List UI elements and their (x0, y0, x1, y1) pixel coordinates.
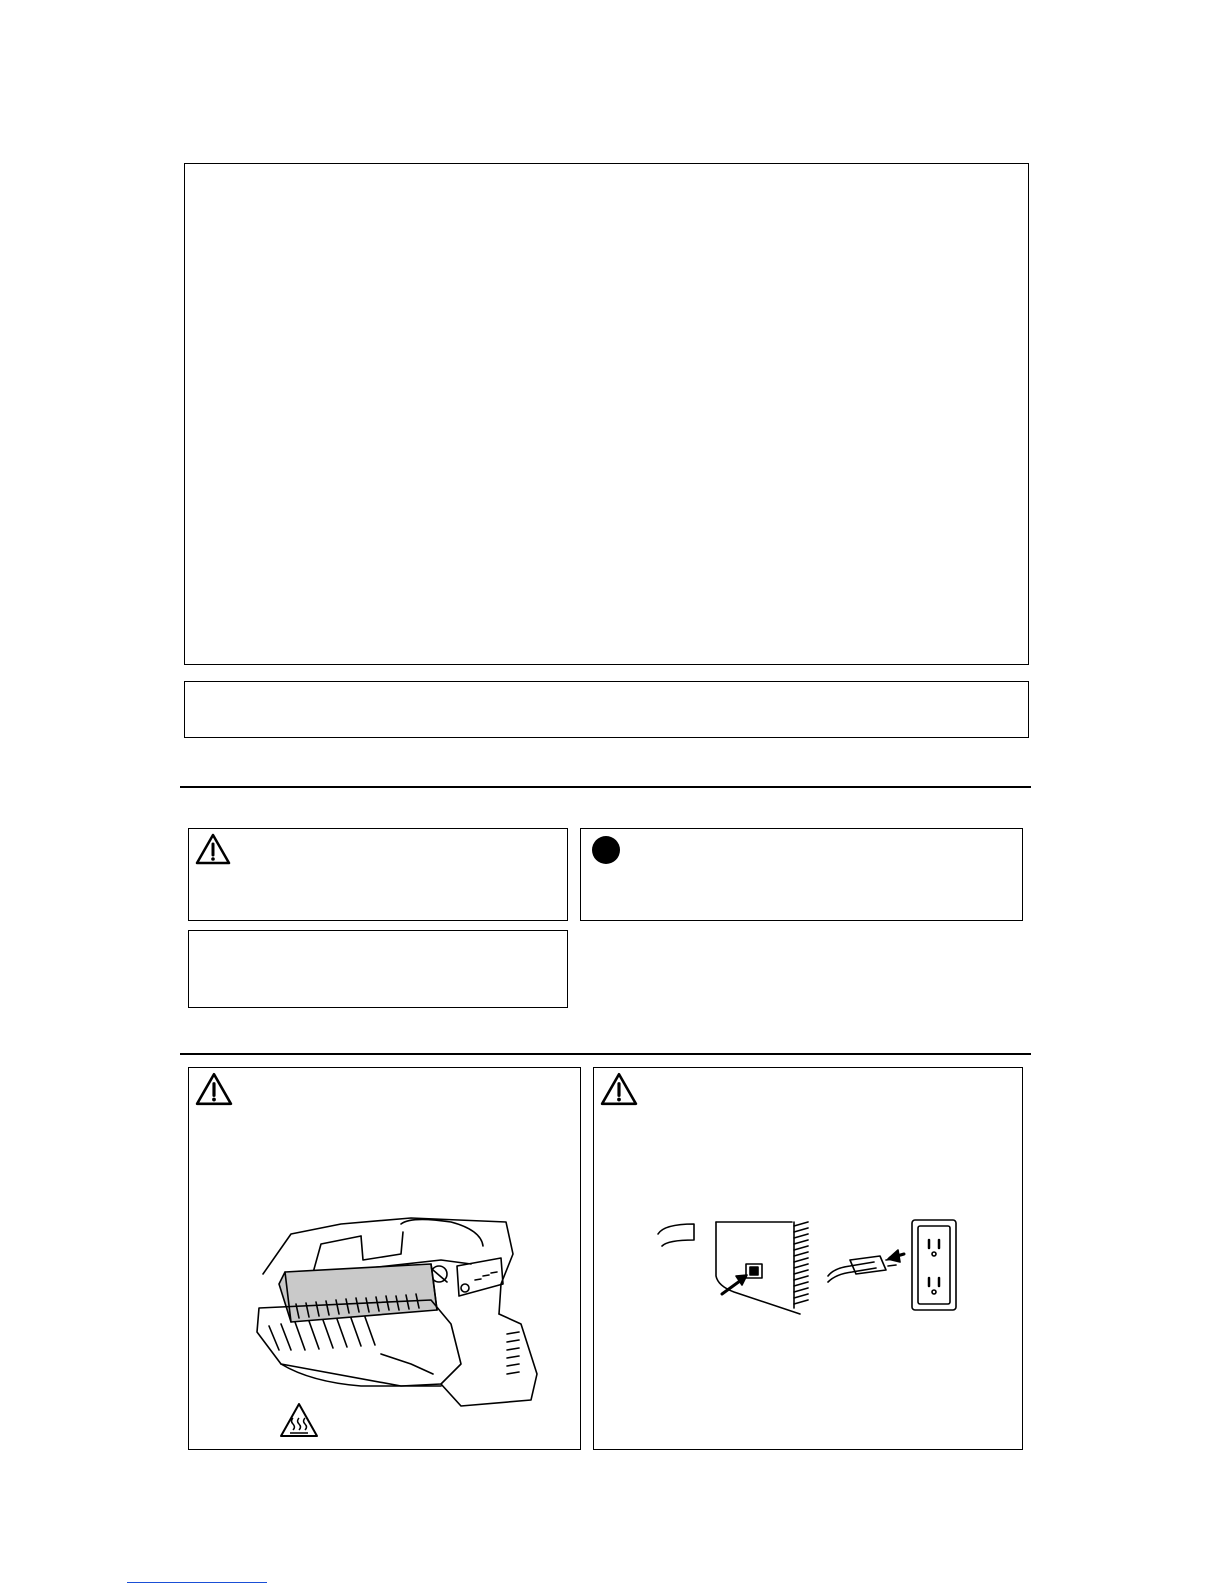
top-notice-box (184, 163, 1029, 665)
power-switch-unplug-illustration (654, 1216, 974, 1326)
warning-triangle-icon (195, 833, 231, 865)
printer-fuser-illustration (251, 1214, 541, 1409)
link-underline[interactable] (127, 1582, 267, 1583)
warning-notice-box (188, 828, 568, 921)
short-notice-box (184, 681, 1029, 738)
unplug-caution-box (593, 1067, 1023, 1450)
section-divider (180, 786, 1031, 788)
warning-triangle-icon (195, 1072, 233, 1106)
warning-triangle-icon (600, 1072, 638, 1106)
prohibition-notice-box (580, 828, 1023, 921)
section-divider (180, 1053, 1031, 1055)
note-box (188, 930, 568, 1008)
prohibition-circle-icon (591, 835, 621, 865)
hot-fuser-caution-box (188, 1067, 581, 1450)
hot-surface-icon (279, 1402, 319, 1438)
